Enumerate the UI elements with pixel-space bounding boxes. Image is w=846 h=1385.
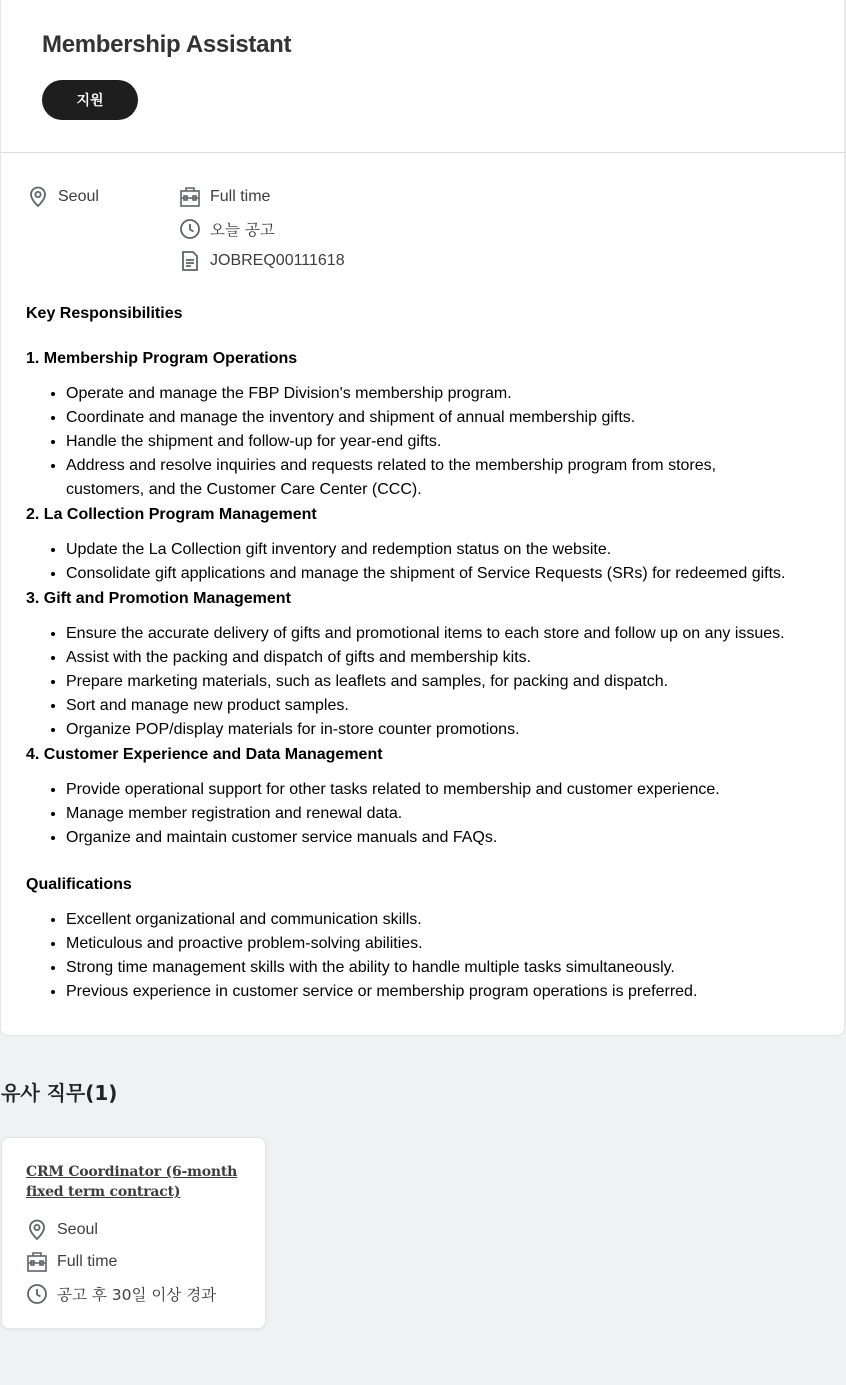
job-location [26, 185, 99, 209]
list-item: • Manage member registration and renewal data. [66, 802, 826, 826]
similar-job-title-link[interactable]: CRM Coordinator (6-month fixed term contract) [26, 1164, 238, 1200]
list-item: • Sort and manage new product samples. [66, 694, 846, 718]
list-item: • Operate and manage the FBP Division's membership program. [66, 382, 826, 406]
list-item: • Excellent organizational and communication skills. [66, 908, 826, 932]
qualifications-heading: Qualifications [26, 876, 132, 893]
list-item: • Meticulous and proactive problem-solving abilities. [66, 932, 826, 956]
section-heading: 1. Membership Program Operations [26, 350, 298, 367]
list-item: • Consolidate gift applications and manage the shipment of Service Requests (SRs) for redeemed gifts. [66, 562, 826, 586]
list-item: • Prepare marketing materials, such as leaflets and samples, for packing and dispatch. [66, 670, 846, 694]
list-item: • Handle the shipment and follow-up for year-end gifts. [66, 430, 826, 454]
similar-job-type [25, 1250, 117, 1274]
job-type-text: Full time [57, 1253, 118, 1270]
building-icon [178, 185, 202, 209]
list-item: • Coordinate and manage the inventory and shipment of annual membership gifts. [66, 406, 826, 430]
list-item: • Ensure the accurate delivery of gifts and promotional items to each store and follow up on any issues. [66, 622, 846, 646]
section-list [26, 382, 826, 502]
list-item: • Organize and maintain customer service manuals and FAQs. [66, 826, 826, 850]
job-header [1, 0, 846, 153]
list-item: • Organize POP/display materials for in-store counter promotions. [66, 718, 846, 742]
key-responsibilities-heading: Key Responsibilities [26, 305, 183, 322]
page-title: Membership Assistant [42, 31, 292, 58]
job-posted [178, 217, 275, 241]
list-item: • Provide operational support for other tasks related to membership and customer experience. [66, 778, 826, 802]
section-list [26, 778, 826, 850]
clock-icon [25, 1282, 49, 1306]
location-text: Seoul [58, 188, 99, 205]
building-icon [25, 1250, 49, 1274]
list-item: • Address and resolve inquiries and requests related to the membership program from stores, customers, and the Customer Care Center (CCC). [66, 454, 826, 502]
map-pin-icon [26, 185, 50, 209]
posted-text: 오늘 공고 [210, 221, 275, 239]
similar-jobs-heading: 유사 직무(1) [1, 1081, 118, 1105]
req-id-text: JOBREQ00111618 [210, 252, 345, 269]
clock-icon [178, 217, 202, 241]
location-text: Seoul [57, 1221, 98, 1238]
similar-job-location [25, 1218, 98, 1242]
similar-job-card [1, 1137, 266, 1329]
similar-job-posted [25, 1282, 216, 1306]
qualifications-list [26, 908, 826, 1004]
section-heading: 4. Customer Experience and Data Management [26, 746, 383, 763]
section-heading: 2. La Collection Program Management [26, 506, 317, 523]
section-list [26, 538, 826, 586]
apply-button[interactable]: 지원 [42, 80, 138, 120]
job-req-id [178, 249, 345, 273]
section-heading: 3. Gift and Promotion Management [26, 590, 291, 607]
document-icon [178, 249, 202, 273]
section-list [26, 622, 846, 742]
posted-text: 공고 후 30일 이상 경과 [57, 1286, 217, 1304]
job-type-text: Full time [210, 188, 271, 205]
map-pin-icon [25, 1218, 49, 1242]
list-item: • Previous experience in customer service or membership program operations is preferred. [66, 980, 826, 1004]
list-item: • Assist with the packing and dispatch of gifts and membership kits. [66, 646, 846, 670]
job-type [178, 185, 270, 209]
list-item: • Update the La Collection gift inventory and redemption status on the website. [66, 538, 826, 562]
list-item: • Strong time management skills with the ability to handle multiple tasks simultaneously. [66, 956, 826, 980]
